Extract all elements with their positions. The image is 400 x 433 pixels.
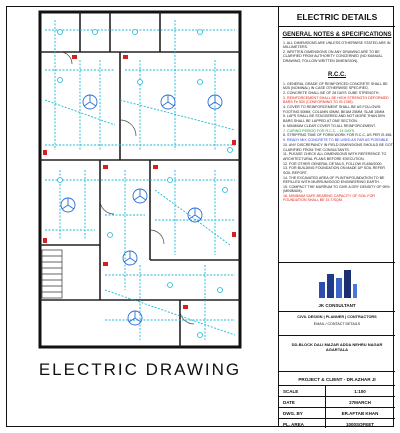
title-row-area	[279, 418, 395, 428]
general-note: 1. ALL DIMENSIONS ARE UNLESS OTHERWISE STATED ARE IN MILLIMETERS.	[283, 41, 391, 50]
rcc-note: 4. COVER TO REINFORCEMENT SHALL BE AS FOLLOWS: FOOTING 50MM, COLUMN 40MM, BEAM 25MM, SLAB 15MM.	[283, 105, 386, 114]
rcc-notes	[283, 82, 393, 203]
divider	[279, 371, 395, 372]
divider	[279, 335, 395, 336]
title-value: 27MARCH	[349, 400, 371, 405]
company-name: JK CONSULTANT	[318, 303, 356, 308]
title-label: DWG. BY	[283, 411, 303, 416]
rcc-note: 2. CONCRETE SHALL BE OF 28 DAYS CUBE STRENGTH.	[283, 91, 380, 96]
rcc-note: 7. CURING PERIOD FOR R.C.C. - 14 DAYS.	[283, 128, 356, 133]
company-services: CIVIL DESIGN | PLANNER | CONTRACTORS	[297, 315, 377, 319]
general-notes	[283, 41, 393, 64]
company-contact: EMAIL / CONTACT DETAILS	[313, 322, 361, 326]
company-logo-icon	[315, 268, 359, 300]
rcc-note: 14. THE EXCAVATED AREA OF PLINTH/FOUNDATION TO BE REFILLED WITH MURRUM/GOOD ENGINEERING EARTH.	[283, 175, 385, 184]
company-address: DD-BLOCK DALI MAZAR ADDA NEHRU NAGAR AGARTALA	[291, 342, 383, 352]
rcc-note: 8. STRIPPING TIME OF FORM WORK FOR R.C.C. AS PER IS 456.	[283, 133, 393, 138]
title-value: 1000SQFEET	[345, 422, 374, 427]
project-client: PROJECT & CLIENT - DR.AZHAR JI	[298, 377, 376, 382]
title-value: 1:100	[354, 389, 366, 394]
rcc-note: 9. READY MIX CONCRETE TO BE USED AS FAR AS POSSIBLE.	[283, 138, 390, 143]
rcc-note: 1. GENERAL GRADE OF REINFORCED CONCRETE SHALL BE M25 (NOMINAL) IN CASE OTHERWISE SPECIFIED.	[283, 82, 388, 91]
drawing-title: ELECTRIC DRAWING	[38, 360, 242, 379]
rcc-note: 13. FOR BUILDING FOUNDATION ON MADE UP SOIL REFER SOIL REPORT.	[283, 166, 385, 175]
title-label: SCALE	[283, 389, 299, 394]
rcc-note: 5. LAPS SHALL BE STAGGERED AND NOT MORE THAN 50% BARS SHALL BE LAPPED AT ONE SECTION.	[283, 114, 386, 123]
details-panel	[278, 6, 394, 427]
general-note: 2. WRITTEN DIMENSIONS ON ANY DRAWING ARE TO BE CLARIFIED FROM AUTHORITY CONCERNED (NO MANUAL DRAWING, FOLLOW WRITTEN DIMENSION).	[283, 50, 383, 63]
title-label: PL. AREA	[283, 422, 304, 427]
divider	[279, 26, 395, 27]
divider	[279, 311, 395, 312]
rcc-note: 10. ANY DISCREPANCY IN FIELD DIMENSIONS SHOULD BE GOT CLARIFIED FROM THE CONSULTANTS.	[283, 143, 393, 152]
rcc-note: 3. REINFORCEMENT SHALL BE HIGH STRENGTH DEFORMED BARS Fe 500 (CONFORMING TO IS:1786).	[283, 96, 389, 105]
rcc-note: 16. MINIMUM SAFE BEARING CAPACITY OF SOIL FOR FOUNDATION SHALL BE 15 T/SQM.	[283, 194, 375, 203]
general-notes-title: GENERAL NOTES & SPECIFICATIONS	[282, 32, 392, 38]
rcc-note: 11. PLEASE CHECK ALL DIMENSIONS WITH REFERENCE TO ARCHITECTURAL PLANS BEFORE EXECUTION.	[283, 152, 387, 161]
divider	[279, 262, 395, 263]
panel-title: ELECTRIC DETAILS	[296, 12, 378, 22]
rcc-note: 12. FOR OTHER GENERAL DETAILS, FOLLOW IS:456/2000.	[283, 161, 383, 166]
title-label: DATE	[283, 400, 295, 405]
title-value: ER.AFTAB KHAN	[341, 411, 379, 416]
rcc-title: R.C.C.	[328, 72, 346, 78]
rcc-note: 15. COMPACT THE MURRUM TO GIVE A DRY DENSITY OF 95% (MINIMUM).	[283, 184, 390, 194]
rcc-note: 6. MINIMUM CLEAR COVER TO ALL REINFORCEMENT.	[283, 123, 376, 128]
